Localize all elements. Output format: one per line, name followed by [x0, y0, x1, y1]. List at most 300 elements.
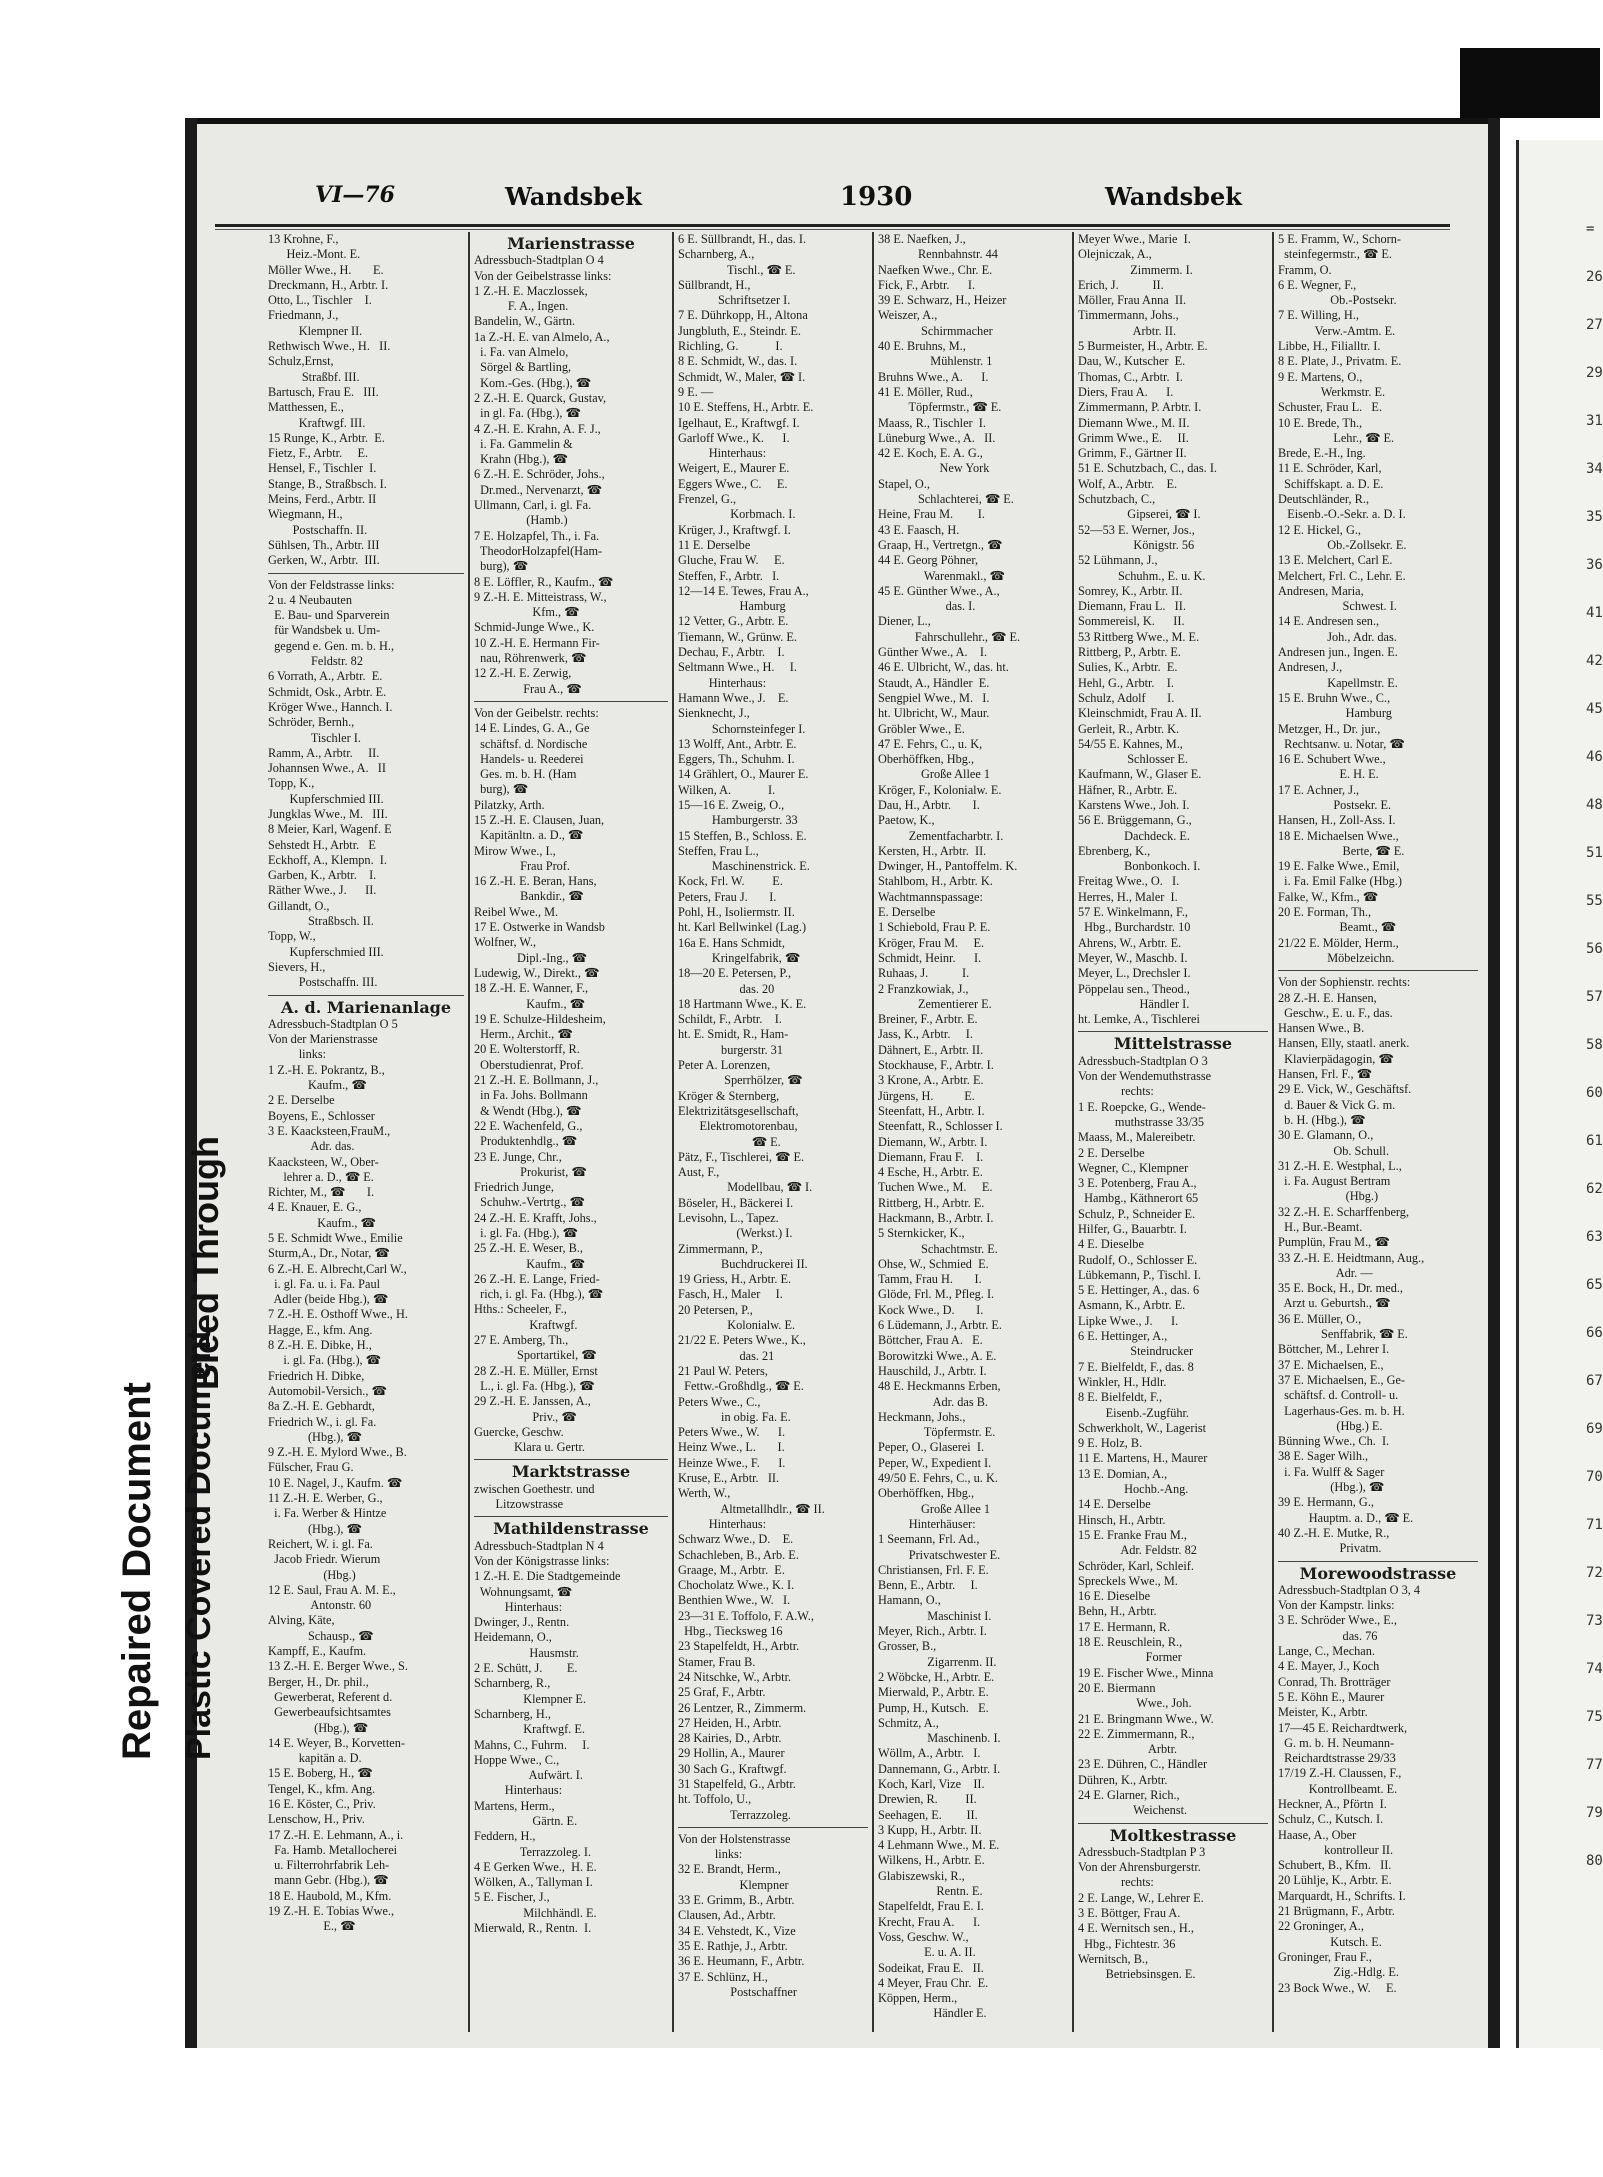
directory-entry: Meyer Wwe., Marie I. — [1078, 232, 1191, 246]
directory-entry: Oberhöffken, Hbg., — [878, 1486, 975, 1501]
directory-entry: 3 Krone, A., Arbtr. E. — [878, 1073, 984, 1088]
directory-entry: Kersten, H., Arbtr. II. — [878, 843, 987, 858]
directory-entry: Andresen, J., — [1278, 660, 1343, 675]
directory-entry: Antonstr. 60 — [268, 1598, 372, 1613]
directory-entry: Schirmmacher — [878, 323, 993, 338]
directory-entry: Jungklas Wwe., M. III. — [268, 806, 388, 821]
directory-entry: Kaufmann, W., Glaser E. — [1078, 767, 1202, 782]
directory-entry: Hbg., Burchardstr. 10 — [1078, 920, 1191, 935]
directory-entry: 56 E. Brüggemann, G., — [1078, 813, 1192, 828]
margin-number: 36 — [1586, 557, 1603, 573]
directory-entry: Wilken, A. I. — [678, 782, 776, 797]
directory-entry: Seehagen, E. II. — [878, 1807, 978, 1822]
column-3 — [678, 232, 868, 2022]
directory-entry: Meyer, L., Drechsler I. — [1078, 966, 1191, 981]
directory-entry: Kock, Frl. W. E. — [678, 874, 783, 889]
directory-entry: 5 E. Hettinger, A., das. 6 — [1078, 1283, 1200, 1298]
directory-entry: Maschinenb. I. — [878, 1731, 1001, 1746]
directory-entry: 18 E. Reuschlein, R., — [1078, 1635, 1183, 1650]
directory-entry: Von der Geibelstrasse links: — [474, 268, 612, 283]
directory-entry: ht. Lemke, A., Tischlerei — [1078, 1012, 1200, 1027]
directory-entry: Kraftwgf. — [474, 1317, 578, 1332]
directory-entry: Kolonialw. E. — [678, 1318, 796, 1333]
directory-entry: Adressbuch-Stadtplan O 3 — [1078, 1053, 1208, 1068]
directory-entry: Schachleben, B., Arb. E. — [678, 1547, 799, 1562]
directory-entry: 44 E. Georg Pöhner, — [878, 553, 979, 568]
directory-entry: 23 E. Dühren, C., Händler — [1078, 1757, 1208, 1772]
directory-entry: 4 E. Wernitsch sen., H., — [1078, 1921, 1194, 1936]
directory-entry: Zigarrenm. II. — [878, 1654, 997, 1669]
directory-entry: Hamburg — [1278, 706, 1392, 721]
directory-entry: Schutzbach, C., — [1078, 492, 1156, 507]
directory-entry: Hamann Wwe., J. E. — [678, 690, 789, 705]
directory-entry: 37 E. Schlünz, H., — [678, 1969, 768, 1984]
directory-entry: Schubert, B., Kfm. II. — [1278, 1858, 1392, 1873]
directory-entry: Kröger, Frau M. E. — [878, 935, 985, 950]
directory-entry: i. gl. Fa. (Hbg.), ☎ — [474, 1226, 578, 1240]
directory-entry: 17 Z.-H. E. Lehmann, A., i. — [268, 1827, 404, 1842]
directory-entry: Jass, K., Arbtr. I. — [878, 1027, 973, 1042]
directory-entry: Königstr. 56 — [1078, 537, 1195, 552]
directory-entry: 19 E. Falke Wwe., Emil, — [1278, 859, 1400, 874]
directory-entry: 30 E. Glamann, O., — [1278, 1128, 1374, 1143]
directory-entry: 1 Schiebold, Frau P. E. — [878, 920, 991, 935]
directory-entry: Glabiszewski, R., — [878, 1868, 965, 1883]
directory-entry: Richter, M., ☎ I. — [268, 1185, 375, 1200]
directory-entry: Sodeikat, Frau E. II. — [878, 1960, 984, 1975]
directory-entry: Pump, H., Kutsch. E. — [878, 1700, 989, 1715]
directory-entry: Scharnberg, H., — [474, 1706, 551, 1721]
directory-entry: Terrazzoleg. I. — [474, 1844, 592, 1859]
directory-entry: 17 E. Hermann, R. — [1078, 1619, 1171, 1634]
directory-entry: 2 u. 4 Neubauten — [268, 592, 353, 607]
directory-entry: muthstrasse 33/35 — [1078, 1114, 1205, 1129]
directory-entry: 3 E. Böttger, Frau A. — [1078, 1906, 1181, 1921]
directory-entry: (Hbg.), ☎ — [1278, 1480, 1385, 1495]
directory-entry: Reibel Wwe., M. — [474, 904, 559, 919]
directory-entry: Brede, E.-H., Ing. — [1278, 446, 1366, 461]
directory-entry: Diener, L., — [878, 614, 931, 629]
directory-entry: & Wendt (Hbg.), ☎ — [474, 1103, 582, 1118]
margin-number: 27 — [1586, 317, 1603, 333]
directory-entry: Zementierer E. — [878, 996, 992, 1011]
margin-number: 57 — [1586, 989, 1603, 1005]
directory-entry: 2 Wöbcke, H., Arbtr. E. — [878, 1669, 995, 1684]
directory-entry: 11 Z.-H. E. Werber, G., — [268, 1491, 383, 1506]
directory-entry: Ramm, A., Arbtr. II. — [268, 745, 380, 760]
directory-entry: Elektromotorenbau, — [678, 1119, 798, 1134]
margin-number: 58 — [1586, 1037, 1603, 1053]
directory-entry: 49/50 E. Fehrs, C., u. K. — [878, 1471, 998, 1486]
directory-entry: Drewien, R. II. — [878, 1792, 977, 1807]
directory-entry: Hbg., Fichtestr. 36 — [1078, 1936, 1176, 1951]
directory-entry: 33 Z.-H. E. Heidtmann, Aug., — [1278, 1250, 1425, 1265]
directory-entry: Andresen jun., Ingen. E. — [1278, 645, 1398, 660]
page-number: VI—76 — [315, 182, 395, 208]
directory-entry: Schildt, F., Arbtr. I. — [678, 1012, 782, 1027]
directory-entry: 35 E. Rathje, J., Arbtr. — [678, 1938, 788, 1953]
directory-entry: Garloff Wwe., K. I. — [678, 430, 790, 445]
directory-entry: Günther Wwe., A. I. — [878, 645, 988, 660]
margin-number: 62 — [1586, 1181, 1603, 1197]
directory-entry: Klara u. Gertr. — [474, 1440, 585, 1455]
directory-entry: Lübkemann, P., Tischl. I. — [1078, 1267, 1201, 1282]
directory-entry: 45 E. Günther Wwe., A., — [878, 583, 1000, 598]
directory-entry: 20 Lühlje, K., Arbtr. E. — [1278, 1873, 1392, 1888]
directory-entry: 5 E. Framm, W., Schorn- — [1278, 232, 1401, 246]
directory-entry: 14 E. Andresen sen., — [1278, 614, 1380, 629]
directory-entry: Winkler, H., Hdlr. — [1078, 1374, 1167, 1389]
directory-entry: nau, Röhrenwerk, ☎ — [474, 651, 587, 666]
directory-entry: Scharnberg, A., — [678, 247, 755, 262]
margin-number: 26 — [1586, 269, 1603, 285]
directory-entry: Gewerbeaufsichtsamtes — [268, 1705, 391, 1720]
directory-entry: 6 Z.-H. E. Schröder, Johs., — [474, 467, 605, 482]
directory-entry: Steenfatt, R., Schlosser I. — [878, 1119, 1003, 1134]
directory-entry: Warenmakl., ☎ — [878, 568, 1005, 583]
directory-entry: Dreckmann, H., Arbtr. I. — [268, 277, 389, 292]
directory-entry: Modellbau, ☎ I. — [678, 1180, 813, 1195]
directory-entry: 17—45 E. Reichardtwerk, — [1278, 1720, 1408, 1735]
directory-entry: Zimmerm. I. — [1078, 262, 1193, 277]
directory-entry: mann Gebr. (Hbg.), ☎ — [268, 1873, 389, 1888]
directory-entry: Fa. Hamb. Metallocherei — [268, 1842, 398, 1857]
directory-entry: 2 E. Derselbe — [268, 1093, 335, 1108]
directory-entry: Privatm. — [1278, 1541, 1382, 1556]
directory-entry: 20 Petersen, P., — [678, 1302, 753, 1317]
directory-entry: Böttcher, M., Lehrer I. — [1278, 1342, 1390, 1357]
directory-entry: 24 Z.-H. E. Krafft, Johs., — [474, 1210, 597, 1225]
directory-entry: ☎ E. — [678, 1134, 781, 1149]
street-heading: Marktstrasse — [511, 1462, 631, 1482]
directory-entry: Grosser, B., — [878, 1639, 937, 1654]
directory-entry: 5 Sternkicker, K., — [878, 1226, 965, 1241]
margin-number: 69 — [1586, 1421, 1603, 1437]
directory-entry: Peters Wwe., W. I. — [678, 1425, 786, 1440]
directory-entry: Krecht, Frau A. I. — [878, 1914, 981, 1929]
directory-entry: Bartusch, Frau E. III. — [268, 384, 379, 399]
directory-entry: Weigert, E., Maurer E. — [678, 461, 790, 476]
directory-entry: 5 E. Schmidt Wwe., Emilie — [268, 1231, 403, 1245]
directory-entry: burgerstr. 31 — [678, 1042, 783, 1057]
directory-entry: 20 E. Forman, Th., — [1278, 905, 1372, 920]
directory-entry: Hamburg — [678, 599, 786, 614]
directory-entry: Klavierpädagogin, ☎ — [1278, 1051, 1394, 1066]
directory-entry: 40 E. Bruhns, M., — [878, 339, 966, 354]
header-rule-thin — [215, 229, 1450, 230]
directory-entry: Mierwald, R., Rentn. I. — [474, 1921, 592, 1936]
margin-number: 79 — [1586, 1805, 1603, 1821]
directory-entry: Töpfermstr. E. — [878, 1425, 996, 1440]
directory-entry: i. Fa. Gammelin & — [474, 436, 573, 451]
directory-entry: Kraftwgf. E. — [474, 1722, 585, 1737]
directory-entry: 3 E. Potenberg, Frau A., — [1078, 1176, 1197, 1191]
directory-entry: Guercke, Geschw. — [474, 1424, 564, 1439]
directory-entry: 15 Runge, K., Arbtr. E. — [268, 430, 385, 445]
directory-entry: Frenzel, G., — [678, 492, 737, 507]
directory-entry: E. H. E. — [1278, 767, 1379, 782]
directory-entry: links: — [268, 1047, 327, 1062]
directory-entry: Oberhöffken, Hbg., — [878, 752, 975, 767]
directory-entry: Wachtmannspassage: — [878, 889, 983, 904]
directory-entry: Milchhändl. E. — [474, 1905, 597, 1920]
directory-entry: 6 E. Süllbrandt, H., das. I. — [678, 232, 807, 246]
directory-entry: Fasch, H., Maler I. — [678, 1287, 783, 1302]
directory-entry: 18 Z.-H. E. Wanner, F., — [474, 981, 589, 996]
directory-entry: Asmann, K., Arbtr. E. — [1078, 1298, 1186, 1313]
directory-entry: 4 E. Mayer, J., Koch — [1278, 1659, 1380, 1674]
page-border-right — [1488, 118, 1500, 2048]
directory-entry: das. 76 — [1278, 1628, 1378, 1643]
column-1 — [268, 232, 464, 2022]
directory-entry: Häfner, R., Arbtr. E. — [1078, 782, 1178, 797]
directory-entry: 20 E. Wolterstorff, R. — [474, 1042, 580, 1057]
directory-entry: i. Fa. August Bertram — [1278, 1174, 1391, 1189]
directory-entry: Erich, J. II. — [1078, 277, 1164, 292]
margin-number: 74 — [1586, 1661, 1603, 1677]
directory-entry: ht. Toffolo, U., — [678, 1792, 752, 1807]
directory-entry: Schmid-Junge Wwe., K. — [474, 620, 595, 635]
directory-entry: 37 E. Michaelsen, E., Ge- — [1278, 1372, 1406, 1387]
margin-number: 67 — [1586, 1373, 1603, 1389]
margin-number: 42 — [1586, 653, 1603, 669]
directory-entry: 8 E. Bielfeldt, F., — [1078, 1390, 1163, 1405]
directory-entry: Stockhause, F., Arbtr. I. — [878, 1058, 994, 1073]
directory-entry: 8 E. Schmidt, W., das. I. — [678, 354, 798, 369]
directory-entry: Kapellmstr. E. — [1278, 675, 1398, 690]
directory-entry: Adr. das. — [268, 1139, 355, 1154]
directory-entry: Große Allee 1 — [878, 1501, 991, 1516]
directory-entry: 2 Franzkowiak, J., — [878, 981, 969, 996]
directory-entry: L., i. gl. Fa. (Hbg.), ☎ — [474, 1378, 595, 1393]
directory-entry: Pumplün, Frau M., ☎ — [1278, 1235, 1390, 1250]
directory-entry: Postsekr. E. — [1278, 797, 1392, 812]
directory-entry: Falke, W., Kfm., ☎ — [1278, 889, 1379, 904]
directory-entry: Maass, R., Tischler I. — [878, 415, 986, 430]
directory-entry: Maass, M., Malereibetr. — [1078, 1130, 1196, 1145]
directory-entry: 15—16 E. Zweig, O., — [678, 797, 785, 812]
directory-entry: Adressbuch-Stadtplan O 5 — [268, 1016, 398, 1031]
directory-entry: Gerken, W., Arbtr. III. — [268, 553, 380, 568]
directory-entry: Marquardt, H., Schrifts. I. — [1278, 1888, 1406, 1903]
directory-entry: Gipserei, ☎ I. — [1078, 507, 1201, 522]
directory-entry: Boyens, E., Schlosser — [268, 1108, 375, 1123]
directory-entry: i. Fa. Werber & Hintze — [268, 1506, 387, 1521]
directory-entry: 11 E. Martens, H., Maurer — [1078, 1451, 1208, 1466]
directory-entry: Ahrens, W., Arbtr. E. — [1078, 935, 1182, 950]
directory-entry: 24 E. Glarner, Rich., — [1078, 1787, 1180, 1802]
directory-entry: Tengel, K., kfm. Ang. — [268, 1781, 376, 1796]
directory-entry: Hagge, E., kfm. Ang. — [268, 1322, 373, 1337]
directory-entry: Gerleit, R., Arbtr. K. — [1078, 721, 1180, 736]
directory-entry: Heckner, A., Pförtn I. — [1278, 1796, 1387, 1811]
directory-entry: Wölken, A., Tallyman I. — [474, 1875, 593, 1890]
directory-entry: Ges. m. b. H. (Ham — [474, 767, 577, 782]
directory-entry: Bonbonkoch. I. — [1078, 859, 1201, 874]
column-rule — [1278, 1561, 1478, 1562]
directory-entry: Kaacksteen, W., Ober- — [268, 1154, 379, 1169]
directory-entry: Rennbahnstr. 44 — [878, 247, 998, 262]
directory-entry: Schwerkholt, W., Lagerist — [1078, 1420, 1207, 1435]
directory-entry: Glöde, Frl. M., Pfleg. I. — [878, 1287, 995, 1302]
directory-entry: 18 E. Michaelsen Wwe., — [1278, 828, 1399, 843]
directory-entry: Jürgens, H. E. — [878, 1088, 975, 1103]
directory-entry: Conrad, Th. Brotträger — [1278, 1674, 1391, 1689]
directory-entry: 24 Nitschke, W., Arbtr. — [678, 1669, 792, 1684]
directory-entry: Sehstedt H., Arbtr. E — [268, 837, 376, 852]
directory-entry: Libbe, H., Filialltr. I. — [1278, 339, 1381, 354]
directory-entry: 15 Z.-H. E. Clausen, Juan, — [474, 812, 605, 827]
directory-entry: 1 Z.-H. E. Pokrantz, B., — [268, 1062, 385, 1077]
directory-entry: Zig.-Hdlg. E. — [1278, 1965, 1399, 1980]
directory-entry: Von der Ahrensburgerstr. — [1078, 1860, 1201, 1875]
directory-entry: Kringelfabrik, ☎ — [678, 950, 801, 965]
directory-entry: Diemann, Frau F. I. — [878, 1149, 984, 1164]
directory-entry: rechts: — [1078, 1875, 1154, 1890]
directory-entry: Tamm, Frau H. I. — [878, 1272, 982, 1287]
directory-entry: in obig. Fa. E. — [678, 1409, 791, 1424]
directory-entry: d. Bauer & Vick G. m. — [1278, 1097, 1396, 1112]
scan-background-top — [0, 0, 1600, 45]
directory-entry: Prokurist, ☎ — [474, 1164, 587, 1179]
header-left-title: Wandsbek — [505, 182, 642, 211]
directory-entry: Dwinger, H., Pantoffelm. K. — [878, 859, 1018, 874]
directory-entry: 7 E. Dührkopp, H., Altona — [678, 308, 808, 323]
directory-entry: Friedrich Junge, — [474, 1180, 554, 1195]
page-header — [200, 178, 1455, 218]
directory-entry: Rittberg, P., Arbtr. E. — [1078, 645, 1181, 660]
directory-entry: Berte, ☎ E. — [1278, 843, 1405, 858]
directory-entry: das. 21 — [678, 1348, 775, 1363]
directory-entry: Staudt, A., Händler E. — [878, 675, 990, 690]
directory-entry: (Werkst.) I. — [678, 1226, 793, 1241]
directory-entry: Stapel, O., — [878, 476, 930, 491]
directory-entry: Mirow Wwe., I., — [474, 843, 556, 858]
directory-entry: 5 E. Köhn E., Maurer — [1278, 1689, 1385, 1704]
directory-entry: Schulz, C., Kutsch. I. — [1278, 1812, 1384, 1827]
directory-entry: Elektrizitätsgesellschaft, — [678, 1103, 799, 1118]
directory-entry: Lagerhaus-Ges. m. b. H. — [1278, 1403, 1405, 1418]
directory-entry: Kaufm., ☎ — [268, 1078, 367, 1093]
directory-entry: Bandelin, W., Gärtn. — [474, 314, 576, 329]
column-rule — [678, 1827, 868, 1828]
directory-entry: 13 Krohne, F., — [268, 232, 339, 246]
directory-entry: 8a Z.-H. E. Gebhardt, — [268, 1399, 375, 1414]
page-border-top — [185, 118, 1500, 124]
directory-entry: Friedrich H. Dibke, — [268, 1368, 365, 1383]
directory-entry: Hensel, F., Tischler I. — [268, 461, 377, 476]
directory-entry: Dähnert, E., Arbtr. II. — [878, 1042, 984, 1057]
directory-entry: 21 Z.-H. E. Bollmann, J., — [474, 1073, 599, 1088]
directory-entry: Steffen, Frau L., — [678, 843, 759, 858]
directory-entry: E., ☎ — [268, 1919, 356, 1934]
directory-entry: Martens, Herm., — [474, 1798, 555, 1813]
directory-entry: Sengpiel Wwe., M. I. — [878, 690, 990, 705]
directory-entry: Former — [1078, 1650, 1182, 1665]
directory-entry: Hinterhäuser: — [878, 1516, 976, 1531]
directory-entry: Hinsch, H., Arbtr. — [1078, 1512, 1166, 1527]
directory-entry: 28 Z.-H. E. Hansen, — [1278, 990, 1377, 1005]
directory-entry: Aufwärt. I. — [474, 1768, 583, 1783]
directory-entry: Dechau, F., Arbtr. I. — [678, 645, 785, 660]
directory-entry: Freitag Wwe., O. I. — [1078, 874, 1180, 889]
directory-entry: 16 E. Köster, C., Priv. — [268, 1796, 376, 1811]
directory-entry: 9 E. — — [678, 384, 714, 399]
directory-entry: 23 Stapelfeldt, H., Arbtr. — [678, 1639, 800, 1654]
directory-entry: das. I. — [878, 599, 976, 614]
directory-entry: Feldstr. 82 — [268, 654, 363, 669]
street-heading: A. d. Marienanlage — [280, 997, 452, 1017]
directory-entry: Stapelfeldt, Frau E. I. — [878, 1899, 984, 1914]
directory-entry: 51 E. Schutzbach, C., das. I. — [1078, 461, 1217, 476]
directory-entry: Johannsen Wwe., A. II — [268, 761, 386, 776]
directory-entry: Friedrich W., i. gl. Fa. — [268, 1414, 377, 1429]
directory-entry: 6 E. Hettinger, A., — [1078, 1329, 1168, 1344]
directory-entry: Melchert, Frl. C., Lehr. E. — [1278, 568, 1406, 583]
directory-entry: Dwinger, J., Rentn. — [474, 1615, 570, 1630]
directory-entry: Frau Prof. — [474, 858, 570, 873]
directory-entry: 39 E. Schwarz, H., Heizer — [878, 293, 1007, 308]
directory-entry: lehrer a. D., ☎ E. — [268, 1169, 374, 1184]
directory-entry: Zimmermann, P. Arbtr. I. — [1078, 400, 1202, 415]
margin-number: 71 — [1586, 1517, 1603, 1533]
column-rule — [1078, 1823, 1268, 1824]
directory-entry: 48 E. Heckmanns Erben, — [878, 1379, 1001, 1394]
directory-entry: in Fa. Johs. Bollmann — [474, 1088, 588, 1103]
margin-number: 34 — [1586, 461, 1603, 477]
directory-entry: Naefken Wwe., Chr. E. — [878, 262, 993, 277]
directory-entry: Clausen, Ad., Arbtr. — [678, 1908, 776, 1923]
directory-entry: Voss, Geschw. W., — [878, 1929, 969, 1944]
directory-entry: 8 E. Plate, J., Privatm. E. — [1278, 354, 1402, 369]
directory-entry: Somrey, K., Arbtr. II. — [1078, 583, 1183, 598]
directory-entry: zwischen Goethestr. und — [474, 1481, 595, 1496]
directory-entry: H., Bur.-Beamt. — [1278, 1220, 1363, 1234]
directory-entry: Von der Holstenstrasse — [678, 1831, 791, 1846]
directory-entry: Peters Wwe., C., — [678, 1394, 761, 1409]
directory-entry: Chocholatz Wwe., K. I. — [678, 1578, 795, 1593]
directory-entry: Haase, A., Ober — [1278, 1827, 1357, 1842]
directory-entry: 4 E. Knauer, E. G., — [268, 1200, 362, 1215]
directory-entry: Kock Wwe., D. I. — [878, 1302, 984, 1317]
margin-number: 73 — [1586, 1613, 1603, 1629]
directory-entry: Heckmann, Johs., — [878, 1409, 966, 1424]
directory-entry: Dau, W., Kutscher E. — [1078, 354, 1186, 369]
directory-entry: Beamt., ☎ — [1278, 920, 1397, 935]
directory-entry: 52—53 E. Werner, Jos., — [1078, 522, 1195, 537]
directory-entry: E. Bau- und Sparverein — [268, 608, 390, 623]
directory-entry: 1 E. Roepcke, G., Wende- — [1078, 1099, 1206, 1114]
directory-entry: Hansen, Frl. F., ☎ — [1278, 1067, 1372, 1082]
directory-entry: 16 E. Schubert Wwe., — [1278, 752, 1386, 767]
directory-entry: Matthessen, E., — [268, 400, 344, 415]
directory-entry: 3 E. Schröder Wwe., E., — [1278, 1613, 1397, 1628]
directory-entry: Schulz,Ernst, — [268, 354, 334, 369]
directory-entry: 14 E. Lindes, G. A., Ge — [474, 721, 590, 736]
directory-entry: Igelhaut, E., Kraftwgf. I. — [678, 415, 800, 430]
directory-entry: New York — [878, 461, 990, 476]
margin-number: 66 — [1586, 1325, 1603, 1341]
directory-entry: Garben, K., Arbtr. I. — [268, 868, 377, 883]
margin-number: = — [1586, 221, 1595, 237]
directory-entry: Tischler I. — [268, 730, 361, 745]
directory-entry: Möller Wwe., H. E. — [268, 262, 384, 277]
directory-entry: für Wandsbek u. Um- — [268, 623, 381, 638]
directory-entry: Levisohn, L., Tapez. — [678, 1211, 779, 1225]
directory-entry: Grimm, F., Gärtner II. — [1078, 446, 1187, 461]
directory-entry: Schwest. I. — [1278, 599, 1397, 614]
directory-entry: Mierwald, P., Arbtr. E. — [878, 1685, 989, 1700]
